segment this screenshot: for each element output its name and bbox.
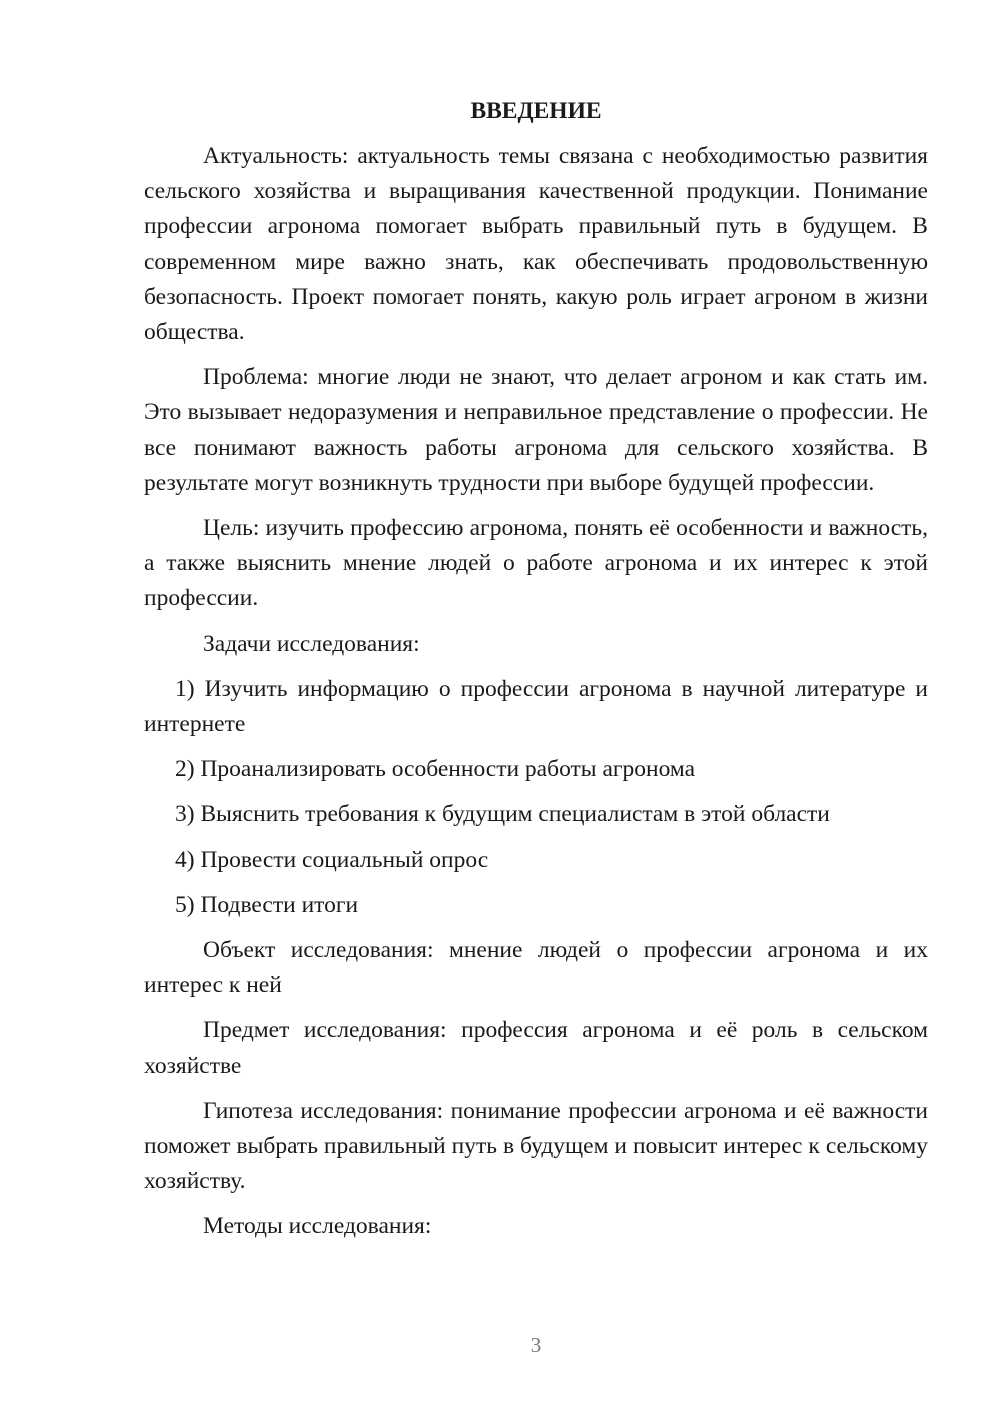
- task-item-2: 2) Проанализировать особенности работы агронома: [175, 756, 696, 783]
- goal-paragraph: Цель: изучить профессию агронома, понять её особенности и важность, а также выяснить мнение людей о работе агронома и их интерес к этой профессии.: [144, 515, 928, 612]
- document-body: [144, 94, 928, 1255]
- tasks-heading: Задачи исследования:: [203, 630, 420, 657]
- task-item-5: 5) Подвести итоги: [175, 891, 359, 918]
- task-item-1: 1) Изучить информацию о профессии агронома в научной литературе и интернете: [144, 675, 928, 738]
- page-heading: ВВЕДЕНИЕ: [470, 98, 602, 124]
- hypothesis-paragraph: Гипотеза исследования: понимание профессии агронома и её важности поможет выбрать правильный путь в будущем и повысит интерес к сельскому хозяйству.: [144, 1097, 928, 1195]
- subject-paragraph: Предмет исследования: профессия агронома и её роль в сельском хозяйстве: [144, 1017, 928, 1079]
- object-paragraph: Объект исследования: мнение людей о профессии агронома и их интерес к ней: [144, 937, 928, 999]
- task-item-4: 4) Провести социальный опрос: [175, 846, 489, 873]
- problem-paragraph: Проблема: многие люди не знают, что делает агроном и как стать им. Это вызывает недоразумения и неправильное представление о профессии. Не все понимают важность работы агронома для сельского хозяйства. В результате могут возникнуть трудности при выборе будущей профессии.: [144, 364, 928, 496]
- relevance-paragraph: Актуальность: актуальность темы связана с необходимостью развития сельского хозяйства и выращивания качественной продукции. Понимание профессии агронома помогает выбрать правильный путь в будущем. В современном мире важно знать, как обеспечивать продовольственную безопасность. Проект помогает понять, какую роль играет агроном в жизни общества.: [144, 143, 928, 346]
- task-item-3: 3) Выяснить требования к будущим специалистам в этой области: [175, 801, 830, 828]
- methods-heading: Методы исследования:: [203, 1213, 432, 1240]
- page-number: 3: [530, 1333, 542, 1357]
